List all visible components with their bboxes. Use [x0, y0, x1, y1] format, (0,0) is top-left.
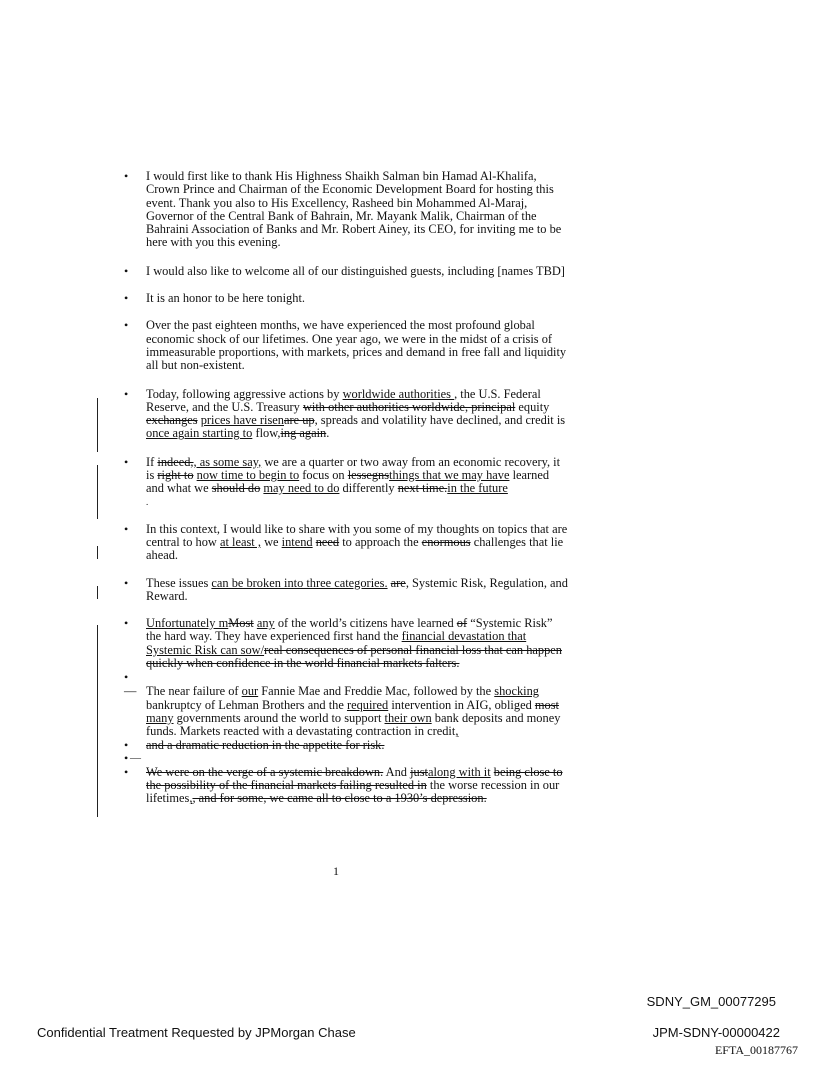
confidential-footer: Confidential Treatment Requested by JPMorgan Chase: [37, 1025, 356, 1040]
paragraph-text: I would also like to welcome all of our distinguished guests, including [names TBD]: [146, 263, 565, 278]
stray-period: .: [146, 496, 149, 507]
inserted-text: required: [346, 697, 389, 712]
inserted-text: worldwide authorities: [342, 386, 455, 401]
text-span: to approach the: [342, 534, 419, 549]
inserted-text: many: [146, 710, 174, 725]
deleted-text: just: [410, 764, 428, 779]
deleted-text: with other authorities worldwide, principal: [302, 399, 516, 414]
paragraph-text: It is an honor to be here tonight.: [146, 291, 305, 306]
bullet-welcome: [124, 265, 570, 278]
bullet-icon: •: [124, 575, 129, 590]
text-span: focus on: [302, 468, 345, 483]
bates-number-efta: EFTA_00187767: [714, 1043, 798, 1057]
inserted-text: in the future: [447, 481, 508, 496]
text-span: the worse recession in our lifetimes: [146, 778, 560, 806]
document-body: [124, 170, 570, 806]
bullet-icon: •: [124, 521, 129, 536]
text-span: And: [385, 764, 407, 779]
inserted-text: their own: [384, 710, 432, 725]
bullet-economic-shock: [124, 319, 570, 372]
bullet-icon: •: [124, 169, 129, 183]
bullet-appetite: [124, 739, 570, 752]
text-span: of the world’s citizens have learned: [277, 616, 454, 631]
text-span: These issues: [146, 575, 209, 590]
deleted-text: real consequences of personal financial loss that can happen quickly when confidence in the world financial markets falters.: [146, 642, 563, 671]
deleted-text: should do: [211, 481, 261, 496]
text-span: , the U.S. Federal Reserve, and the U.S. Treasury: [146, 386, 541, 414]
text-span: “Systemic Risk” the hard way. They have experienced first hand the: [146, 616, 553, 644]
bullet-systemic-breakdown: [124, 766, 570, 806]
bullet-icon: •: [124, 291, 129, 306]
deleted-text: , and for some, we came all to close to a 1930’s depression.: [192, 791, 487, 806]
text-span: flow,: [255, 426, 281, 441]
text-span: , spreads and volatility have declined, and credit is: [314, 413, 566, 428]
change-bar: [97, 465, 98, 519]
text-span: Fannie Mae and Freddie Mac, followed by the: [261, 684, 492, 699]
text-span: intervention in AIG, obliged: [391, 697, 532, 712]
deleted-text: are: [390, 575, 406, 590]
inserted-text: , as some say,: [193, 454, 262, 469]
inserted-text: ,: [455, 724, 459, 739]
bullet-empty-dash: [124, 752, 570, 765]
inserted-text: can be broken into three categories.: [211, 575, 388, 590]
bullet-issues: • These issues can be broken into three categories. are, Systemic Risk, Regulation, and Reward.: [124, 575, 568, 603]
inserted-text: any: [256, 616, 275, 631]
paragraph-text: I would first like to thank His Highness Shaikh Salman bin Hamad Al-Khalifa, Crown Prince and Chairman of the Economic Development Board for hosting this event. Thank you also to His Excellency, Rasheed bin Mohammed Al-Maraj, Governor of the Central Bank of Bahrain, Mr. Mayank Malik, Chairman of the Bahraini Association of Banks and Mr. Robert Ainey, its CEO, for inviting me to be here with you this evening.: [146, 169, 562, 250]
text-span: Today, following aggressive actions by: [146, 386, 340, 401]
bullet-icon: •: [124, 750, 129, 765]
inserted-text: intend: [281, 534, 313, 549]
deleted-text: Most: [228, 616, 254, 631]
deleted-text: and a dramatic reduction in the appetite for risk.: [146, 737, 385, 752]
deleted-text: enormous: [421, 534, 471, 549]
bates-number-jpm: JPM-SDNY-00000422: [652, 1025, 780, 1040]
bullet-systemic-risk: [124, 617, 570, 670]
deleted-text: We were on the verge of a systemic breakdown.: [146, 764, 384, 779]
bullet-context: [124, 523, 570, 563]
change-bar: [97, 398, 98, 452]
inserted-text: things that we may have: [389, 468, 510, 483]
bullet-thanks: [124, 170, 570, 250]
change-bar: [97, 546, 98, 559]
bullet-icon: •: [124, 386, 129, 401]
change-bar: [97, 586, 98, 599]
deleted-text: of: [456, 616, 468, 631]
bullet-today: [124, 388, 570, 441]
deleted-text: exchanges: [146, 413, 198, 428]
bullet-icon: •: [124, 764, 129, 779]
inserted-text: Unfortunately m: [146, 616, 229, 631]
inserted-text: our: [241, 684, 259, 699]
text-span: governments around the world to support: [176, 710, 382, 725]
bullet-icon: •: [124, 318, 129, 333]
bullet-icon: •: [124, 737, 129, 752]
paragraph-near-failure: [124, 685, 570, 738]
deleted-text: are up: [283, 413, 315, 428]
inserted-text: financial devastation that Systemic Risk can sow/: [146, 629, 527, 657]
deleted-text: being close to the possibility of the financial markets failing resulted in: [146, 764, 563, 793]
bullet-recovery: [124, 456, 570, 509]
text-span: bankruptcy of Lehman Brothers and the: [146, 697, 344, 712]
text-span: If: [146, 454, 155, 469]
change-bar: [97, 625, 98, 817]
inserted-text: at least ,: [220, 534, 261, 549]
text-span: learned and what we: [146, 468, 550, 496]
text-span: we: [264, 534, 279, 549]
bullet-empty: [124, 671, 570, 685]
bullet-icon: •: [124, 670, 129, 685]
text-span: we are a quarter or two away from an economic recovery, it is: [146, 454, 561, 483]
bullet-icon: •: [124, 263, 129, 278]
inserted-text: ,: [189, 791, 193, 806]
inserted-text: may need to do: [263, 481, 340, 496]
text-span: .: [326, 426, 330, 441]
text-span: equity: [518, 399, 550, 414]
inserted-text: once again starting to: [146, 426, 253, 441]
deleted-text: ing again: [280, 426, 327, 441]
text-span: differently: [342, 481, 395, 496]
deleted-text: indeed,: [157, 454, 194, 469]
deleted-text: need: [315, 534, 340, 549]
paragraph-text: Over the past eighteen months, we have experienced the most profound global economic shock of our lifetimes. One year ago, we were in the midst of a crisis of immeasurable proportions, with markets, prices and demand in free fall and liquidity all but non-existent.: [146, 318, 567, 373]
deleted-text: next time.: [397, 481, 448, 496]
text-span: bank deposits and money funds. Markets reacted with a devastating contraction in credit: [146, 710, 561, 739]
page-number: 1: [333, 864, 339, 878]
bates-number-sdny-gm: SDNY_GM_00077295: [646, 994, 776, 1009]
deleted-text: right to: [157, 468, 194, 483]
bullet-honor: [124, 292, 570, 305]
dash-marker: —: [130, 751, 141, 764]
text-span: Systemic Risk, Regulation, and Reward.: [146, 575, 568, 603]
text-span: In this context, I would like to share with you some of my thoughts on topics that are central to how: [146, 521, 568, 549]
bullet-icon: •: [124, 454, 129, 469]
deleted-text: most: [534, 697, 559, 712]
inserted-text: along with it: [428, 764, 491, 779]
dash-marker: —: [124, 684, 137, 699]
inserted-text: prices have risen: [200, 413, 284, 428]
bullet-icon: •: [124, 616, 129, 631]
text-span: challenges that lie ahead.: [146, 534, 564, 563]
inserted-text: shocking: [494, 684, 539, 699]
inserted-text: now time to begin to: [196, 468, 300, 483]
deleted-text: lessegns: [347, 468, 390, 483]
text-span: The near failure of: [146, 684, 239, 699]
